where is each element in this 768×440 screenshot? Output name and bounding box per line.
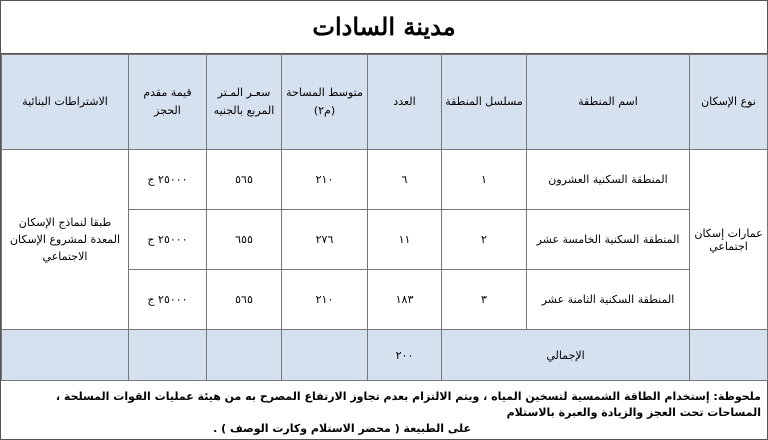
housing-table xyxy=(1,54,768,381)
price-cell: ٦٥٥ xyxy=(207,210,282,270)
total-empty-cell xyxy=(690,330,768,381)
footnote-line-2: على الطبيعة ( محضر الاستلام وكارت الوصف ) . xyxy=(213,422,471,435)
housing-type-cell: عمارات إسكان اجتماعي xyxy=(690,150,768,330)
total-empty-cell xyxy=(2,330,129,381)
count-cell: ٦ xyxy=(368,150,442,210)
page-title: مدينة السادات xyxy=(1,1,767,54)
count-cell: ١٨٣ xyxy=(368,270,442,330)
header-price-per-meter: سعـر المـتر المربع بالجنيه xyxy=(207,55,282,150)
total-empty-cell xyxy=(129,330,207,381)
price-cell: ٥٦٥ xyxy=(207,150,282,210)
count-cell: ١١ xyxy=(368,210,442,270)
avg-area-cell: ٢١٠ xyxy=(282,270,368,330)
total-row xyxy=(2,330,768,381)
area-name-cell: المنطقة السكنية العشرون xyxy=(527,150,690,210)
area-name-cell: المنطقة السكنية الثامنة عشر xyxy=(527,270,690,330)
deposit-cell: ٢٥٠٠٠ ج xyxy=(129,150,207,210)
area-name-cell: المنطقة السكنية الخامسة عشر xyxy=(527,210,690,270)
deposit-cell: ٢٥٠٠٠ ج xyxy=(129,210,207,270)
deposit-cell: ٢٥٠٠٠ ج xyxy=(129,270,207,330)
total-empty-cell xyxy=(207,330,282,381)
header-avg-area: متوسط المساحة (م٢) xyxy=(282,55,368,150)
serial-cell: ٢ xyxy=(442,210,527,270)
footnote xyxy=(1,381,767,437)
avg-area-cell: ٢١٠ xyxy=(282,150,368,210)
header-housing-type: نوع الإسكان xyxy=(690,55,768,150)
header-requirements: الاشتراطات البنائية xyxy=(2,55,129,150)
serial-cell: ١ xyxy=(442,150,527,210)
serial-cell: ٣ xyxy=(442,270,527,330)
price-cell: ٥٦٥ xyxy=(207,270,282,330)
total-label: الإجمالي xyxy=(442,330,690,381)
footnote-line-1: ملحوظة: إستخدام الطاقة الشمسية لتسخين المياه ، ويتم الالتزام بعدم تجاوز الارتفاع المصرح به من هيئة عمليات القوات المسلحة ، المساحات تحت العجز والزيادة والعبرة بالاستلام xyxy=(55,390,761,419)
header-area-serial: مسلسل المنطقة xyxy=(442,55,527,150)
requirements-cell: طبقا لنماذج الإسكان المعدة لمشروع الإسكان الاجتماعي xyxy=(2,150,129,330)
header-deposit: قيمة مقدم الحجز xyxy=(129,55,207,150)
avg-area-cell: ٢٧٦ xyxy=(282,210,368,270)
table-header-row xyxy=(2,55,768,150)
total-value: ٢٠٠ xyxy=(368,330,442,381)
header-count: العدد xyxy=(368,55,442,150)
total-empty-cell xyxy=(282,330,368,381)
table-row xyxy=(2,150,768,210)
header-area-name: اسم المنطقة xyxy=(527,55,690,150)
